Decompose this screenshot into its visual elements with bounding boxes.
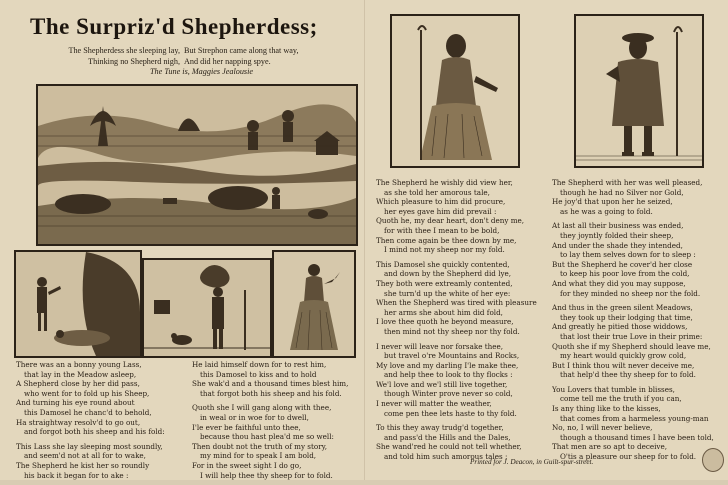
verse-line: to lay them selves down for to sleep : (560, 250, 696, 260)
verse-line: I love thee quoth he beyond measure, (376, 317, 514, 327)
ballad-column-4 (552, 178, 724, 467)
verse-line: that forgot both his sheep and his fold. (200, 388, 342, 398)
verse-line: in weal or in woe for to dwell, (200, 412, 309, 422)
verse-line: We'l love and we'l still live together, (376, 379, 508, 389)
ballad-title: The Surpriz'd Shepherdess; (30, 14, 318, 39)
verse-line: as he was a going to fold. (560, 206, 653, 216)
stanza (552, 303, 724, 380)
stanza (192, 360, 358, 398)
piper-and-sleeping-woman-woodcut (14, 250, 142, 358)
verse-line: that help'd thee thy sheep for to fold. (560, 370, 696, 380)
verse-line: And greatly he pitied those widdows, (552, 322, 688, 332)
verse-line: they joyntly folded their sheep, (560, 230, 674, 240)
verse-line: The Shepherd he kist her so roundly (16, 460, 150, 470)
verse-line: That men are so apt to deceive, (552, 442, 668, 452)
verse-line: To this they away trudg'd together, (376, 423, 504, 433)
lady-with-fan-woodcut (272, 250, 356, 358)
verse-line: though a thousand times I have been told, (560, 432, 714, 442)
verse-line: that comes from a harmeless young-man (560, 413, 709, 423)
stanza (376, 423, 546, 461)
verse-line: this Damosel to kiss and to hold (200, 369, 317, 379)
verse-line: And under the shade they intended, (552, 240, 683, 250)
verse-line: to keep his poor love from the cold, (560, 269, 690, 279)
verse-line: The Shepherd he wishly did view her, (376, 178, 513, 187)
verse-line: but travel o're Mountains and Rocks, (384, 351, 520, 361)
verse-line: For in the sweet sight I do go, (192, 460, 302, 470)
printer-imprint: Printed for J. Deacon, in Guilt-spur-street. (470, 458, 594, 466)
verse-line: The Shepherd with her was well pleased, (552, 178, 703, 187)
verse-line: his back it began for to ake : (24, 470, 129, 480)
verse-line: And what they did you may suppose, (552, 278, 686, 288)
verse-line: A Shepherd close by her did pass, (16, 379, 140, 389)
verse-line: Then doubt not the truth of my story, (192, 441, 328, 451)
verse-line: come pen thee lets haste to thy fold. (384, 408, 517, 418)
verse-line: come tell me the truth if you can, (560, 394, 682, 404)
stanza (552, 178, 724, 216)
verse-line: and told him such amorous tales : (384, 452, 508, 462)
verse-line: They both were extreamly contented, (376, 278, 513, 288)
verse-line: Quoth he, my dear heart, don't deny me, (376, 216, 525, 226)
verse-line: But I think thou wilt never deceive me, (552, 360, 695, 370)
verse-line: she turn'd up the white of her eye: (384, 288, 511, 298)
ballad-column-2 (192, 360, 358, 485)
verse-line: O'tis a pleasure our sheep for to fold. (560, 452, 697, 462)
verse-line: Is any thing like to the kisses, (552, 404, 661, 414)
verse-line: No, no, I will never believe, (552, 423, 653, 433)
verse-line: then mind not thy sheep nor thy fold. (384, 326, 520, 336)
fold-line (364, 0, 365, 480)
verse-line: He laid himself down for to rest him, (192, 360, 327, 369)
verse-line: And thus in the green silent Meadows, (552, 303, 693, 313)
verse-line: I mind not my sheep nor my fold. (384, 245, 505, 255)
verse-line: and seem'd not at all for to wake, (24, 451, 146, 461)
verse-line: and down by the Shepherd did lye, (384, 269, 512, 279)
verse-line: that lay in the Meadow asleep, (24, 369, 137, 379)
intro-left-line-1: The Shepherdess she sleeping lay, (68, 46, 180, 55)
woman-with-crook-woodcut (390, 14, 520, 168)
tune-line: The Tune is, Maggies Jealousie (150, 67, 254, 76)
man-with-staff-woodcut (574, 14, 704, 168)
stanza (192, 403, 358, 480)
verse-line: When the Shepherd was tired with pleasure (376, 298, 537, 308)
verse-line: She wand'red he could not tell whether, (376, 442, 522, 452)
verse-line: Quoth she I will gang along with thee, (192, 403, 332, 413)
stanza (376, 260, 546, 337)
stanza (552, 385, 724, 462)
stanza (16, 360, 186, 437)
verse-line: and forgot both his sheep and his fold: (24, 427, 165, 437)
verse-line: Quoth she if my Shepherd should leave me, (552, 341, 711, 351)
verse-line: You Lovers that tumble in blisses, (552, 384, 675, 394)
verse-line: my heart would quickly grow cold, (560, 351, 687, 361)
verse-line: because thou hast plea'd me so well: (200, 432, 334, 442)
stanza (376, 178, 546, 255)
verse-line: my mind for to speak I am bold, (200, 451, 317, 461)
verse-line: though he had no Silver nor Gold, (560, 187, 684, 197)
verse-line: that lost their true Love in their prime: (560, 331, 703, 341)
verse-line: though Winter prove never so cold, (384, 389, 513, 399)
verse-line: Ha straightway resolv'd to go out, (16, 417, 141, 427)
verse-line: I will help thee thy sheep for to fold. (200, 470, 333, 480)
verse-line: for with thee I mean to be bold, (384, 225, 500, 235)
ballad-column-3 (376, 178, 546, 467)
verse-line: This Damosel she quickly contented, (376, 259, 510, 269)
verse-line: I never will matter the weather, (376, 399, 492, 409)
collection-stamp-icon (702, 448, 724, 472)
intro-left-line-2: Thinking no Shepherd nigh, (88, 56, 180, 66)
shepherd-with-dog-woodcut (142, 258, 272, 358)
verse-line: This Lass she lay sleeping most soundly, (16, 441, 163, 451)
verse-line: But the Shepherd he cover'd her close (552, 259, 693, 269)
verse-line: She wak'd and a thousand times blest him, (192, 379, 349, 389)
verse-line: this Damosel he chanc'd to behold, (24, 407, 152, 417)
verse-line: And turning his eye round about (16, 398, 135, 408)
verse-line: My love and my darling I'le make thee, (376, 360, 519, 370)
intro-right-line-1: But Strephon came along that way, (184, 46, 299, 55)
verse-line: Which pleasure to him did procure, (376, 197, 506, 207)
verse-line: for they minded no sheep nor the fold. (560, 288, 701, 298)
verse-line: they took up their lodging that time, (560, 312, 693, 322)
shepherd-landscape-woodcut (36, 84, 358, 246)
verse-line: Then come again be thee down by me, (376, 235, 517, 245)
verse-line: as she told her amorous tale, (384, 187, 490, 197)
verse-line: At last all their business was ended, (552, 221, 684, 231)
intro-right-line-2: And did her napping spye. (184, 56, 271, 66)
stanza (376, 342, 546, 419)
verse-line: her eyes gave him did prevail : (384, 206, 497, 216)
verse-line: and help thee to look to thy flocks : (384, 370, 513, 380)
verse-line: There was an a bonny young Lass, (16, 360, 142, 369)
stanza (16, 442, 186, 480)
verse-line: and pass'd the Hills and the Dales, (384, 432, 511, 442)
verse-line: I'le ever be faithful unto thee, (192, 422, 301, 432)
verse-line: I never will leave nor forsake thee, (376, 341, 504, 351)
ballad-column-1 (16, 360, 186, 485)
stanza (552, 221, 724, 298)
verse-line: her arms she about him did fold, (384, 307, 503, 317)
verse-line: He joy'd that upon her he seized, (552, 197, 673, 207)
verse-line: who went for to fold up his Sheep, (24, 388, 150, 398)
intro-verse (40, 46, 340, 78)
